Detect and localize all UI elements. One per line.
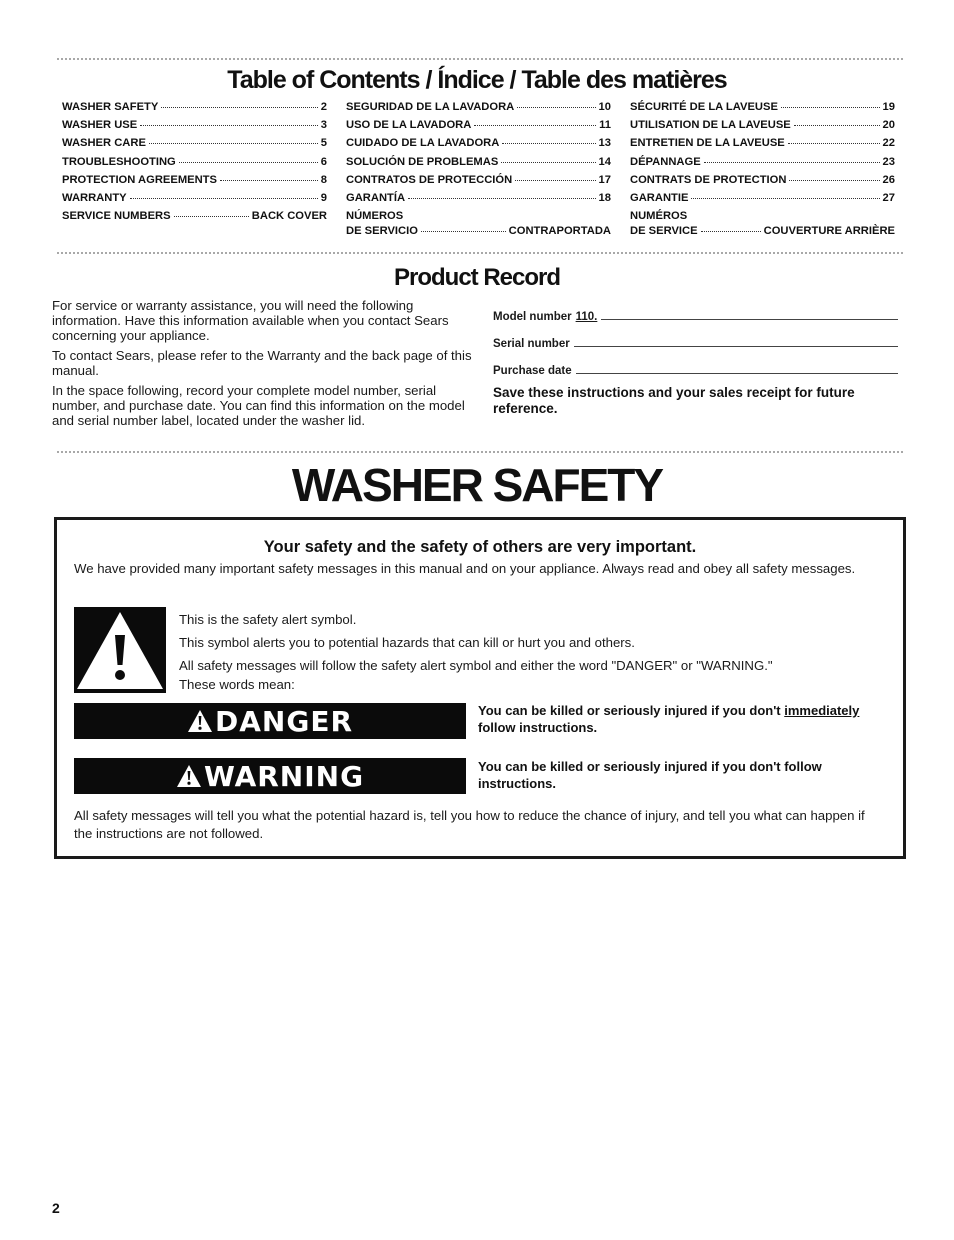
top-divider <box>57 58 903 60</box>
toc-column-spanish <box>346 101 611 240</box>
save-instructions-note: Save these instructions and your sales receipt for future reference. <box>493 385 855 416</box>
product-record-instructions <box>52 298 472 433</box>
warning-label: WARNING <box>203 759 365 793</box>
toc-entry[interactable] <box>630 156 895 174</box>
toc-leader-dots <box>174 216 249 217</box>
toc-leader-dots <box>140 125 318 126</box>
toc-leader-dots <box>421 231 506 232</box>
toc-entry[interactable] <box>346 137 611 155</box>
toc-entry[interactable] <box>62 137 327 155</box>
toc-entry-page: 27 <box>882 191 895 204</box>
toc-entry-page: 13 <box>598 137 611 150</box>
toc-leader-dots <box>515 180 595 181</box>
toc-entry-label: DE SERVICIO <box>346 225 418 238</box>
toc-entry[interactable] <box>346 156 611 174</box>
toc-leader-dots <box>179 162 318 163</box>
alert-line: All safety messages will follow the safety alert symbol and either the word "DANGER" or "WARNING." <box>179 658 773 673</box>
washer-safety-title: WASHER SAFETY <box>291 459 663 511</box>
toc-leader-dots <box>220 180 318 181</box>
toc-column-french <box>630 101 895 240</box>
toc-entry-page: COUVERTURE ARRIÈRE <box>763 225 895 238</box>
toc-entry-label: TROUBLESHOOTING <box>62 155 176 168</box>
toc-entry-label: CONTRATS DE PROTECTION <box>630 173 787 186</box>
toc-leader-dots <box>130 198 318 199</box>
toc-leader-dots <box>789 180 879 181</box>
toc-leader-dots <box>517 107 595 108</box>
toc-divider <box>57 252 903 254</box>
toc-leader-dots <box>502 143 595 144</box>
toc-entry[interactable] <box>346 192 611 210</box>
toc-entry-page: 19 <box>882 101 895 113</box>
serial-number-field[interactable] <box>493 323 898 350</box>
toc-entry-label: NÚMEROS <box>346 210 404 223</box>
toc-entry-page: 2 <box>320 101 327 113</box>
toc-entry-label: WASHER SAFETY <box>62 101 159 113</box>
toc-entry-label: USO DE LA LAVADORA <box>346 119 472 132</box>
model-number-label: Model number <box>493 311 572 323</box>
model-number-line <box>601 319 898 320</box>
toc-entry[interactable] <box>630 192 895 210</box>
toc-entry[interactable] <box>62 101 327 119</box>
toc-entry-label: SEGURIDAD DE LA LAVADORA <box>346 101 515 113</box>
model-number-value: 110. <box>575 311 598 323</box>
toc-entry-label: ENTRETIEN DE LA LAVEUSE <box>630 137 785 150</box>
toc-entry[interactable] <box>346 119 611 137</box>
serial-number-line <box>574 346 898 347</box>
toc-entry-page: 18 <box>598 191 611 204</box>
toc-entry-page: 8 <box>320 173 327 186</box>
safety-intro: We have provided many important safety messages in this manual and on your appliance. Always read and obey all safety messages. <box>74 561 856 576</box>
toc-entry-line <box>630 225 895 240</box>
toc-column-english <box>62 101 327 228</box>
toc-entry-label: WASHER CARE <box>62 137 146 150</box>
toc-leader-dots <box>701 231 761 232</box>
toc-entry-label: UTILISATION DE LA LAVEUSE <box>630 119 791 132</box>
product-record-paragraph: In the space following, record your complete model number, serial number, and purchase date. You can find this information on the model and serial number label, located under the washer lid. <box>52 383 465 428</box>
toc-entry-page: 22 <box>882 137 895 150</box>
toc-entry-page: CONTRAPORTADA <box>508 225 611 238</box>
purchase-date-line <box>576 373 898 374</box>
product-record-form <box>493 296 898 417</box>
toc-entry[interactable] <box>62 192 327 210</box>
purchase-date-field[interactable] <box>493 350 898 377</box>
toc-leader-dots <box>408 198 596 199</box>
alert-symbol-explanation <box>179 608 879 692</box>
toc-entry-label: WASHER USE <box>62 119 138 132</box>
toc-entry[interactable] <box>630 210 895 240</box>
toc-entry[interactable] <box>346 101 611 119</box>
toc-entry-label: NUMÉROS <box>630 210 688 223</box>
toc-entry-page: 23 <box>882 155 895 168</box>
warning-alert-icon <box>176 764 202 788</box>
product-record-title: Product Record <box>393 264 561 291</box>
danger-signal-word <box>74 703 466 739</box>
toc-leader-dots <box>501 162 595 163</box>
toc-entry-label: CUIDADO DE LA LAVADORA <box>346 137 500 150</box>
toc-entry-page: 26 <box>882 173 895 186</box>
danger-description <box>478 702 898 736</box>
toc-entry[interactable] <box>62 119 327 137</box>
toc-entry-label: PROTECTION AGREEMENTS <box>62 173 217 186</box>
safety-outro: All safety messages will tell you what the potential hazard is, tell you how to reduce the chance of injury, and tell you what can happen if the instructions are not followed. <box>74 808 865 841</box>
toc-entry-page: 11 <box>599 119 611 132</box>
safety-heading: Your safety and the safety of others are very important. <box>263 538 697 556</box>
toc-entry-label: DÉPANNAGE <box>630 155 701 168</box>
toc-leader-dots <box>161 107 317 108</box>
toc-entry-page: 20 <box>882 119 895 132</box>
toc-entry-label: SÉCURITÉ DE LA LAVEUSE <box>630 101 778 113</box>
alert-line: This is the safety alert symbol. <box>179 612 357 627</box>
danger-text: You can be killed or seriously injured if you don't <box>478 703 785 718</box>
toc-entry-label: SERVICE NUMBERS <box>62 210 171 223</box>
purchase-date-label: Purchase date <box>493 365 572 377</box>
toc-entry[interactable] <box>630 174 895 192</box>
toc-entry[interactable] <box>630 137 895 155</box>
toc-entry-page: 9 <box>320 191 327 204</box>
toc-leader-dots <box>788 143 880 144</box>
toc-entry-page: BACK COVER <box>251 210 327 223</box>
model-number-field[interactable] <box>493 296 898 323</box>
toc-entry[interactable] <box>346 174 611 192</box>
toc-entry-page: 10 <box>598 101 611 113</box>
toc-entry-page: 17 <box>598 173 611 186</box>
warning-signal-word <box>74 758 466 794</box>
product-record-paragraph: To contact Sears, please refer to the Warranty and the back page of this manual. <box>52 348 472 378</box>
toc-leader-dots <box>781 107 880 108</box>
toc-entry[interactable] <box>62 210 327 228</box>
product-record-divider <box>57 451 903 453</box>
toc-entry[interactable] <box>630 101 895 119</box>
safety-alert-symbol-icon <box>74 607 166 693</box>
warning-description: You can be killed or seriously injured if you don't follow instructions. <box>478 759 822 791</box>
toc-entry-label: WARRANTY <box>62 191 127 204</box>
toc-entry[interactable] <box>62 174 327 192</box>
alert-line: This symbol alerts you to potential hazards that can kill or hurt you and others. <box>179 635 635 650</box>
page-number: 2 <box>52 1200 60 1216</box>
serial-number-label: Serial number <box>493 338 570 350</box>
toc-leader-dots <box>149 143 318 144</box>
product-record-paragraph: For service or warranty assistance, you will need the following information. Have this information available when you contact Sears concerning your appliance. <box>52 298 449 343</box>
toc-leader-dots <box>691 198 879 199</box>
toc-entry-label: GARANTÍA <box>346 191 406 204</box>
toc-entry-label: DE SERVICE <box>630 225 698 238</box>
toc-leader-dots <box>474 125 596 126</box>
danger-text: follow instructions. <box>478 720 598 735</box>
toc-entry-page: 14 <box>598 155 611 168</box>
danger-label: DANGER <box>214 704 353 738</box>
toc-entry-label: CONTRATOS DE PROTECCIÓN <box>346 173 513 186</box>
toc-entry[interactable] <box>62 156 327 174</box>
toc-entry-page: 3 <box>320 119 327 132</box>
alert-line: These words mean: <box>179 677 295 692</box>
danger-text-emphasis: immediately <box>784 703 860 718</box>
danger-alert-icon <box>187 709 213 733</box>
toc-entry-label: GARANTIE <box>630 191 689 204</box>
toc-leader-dots <box>704 162 880 163</box>
toc-title: Table of Contents / Índice / Table des matières <box>227 66 727 94</box>
toc-leader-dots <box>794 125 880 126</box>
toc-entry[interactable] <box>346 210 611 240</box>
toc-entry-page: 6 <box>320 155 327 168</box>
safety-box <box>54 517 906 859</box>
toc-entry-line <box>346 225 611 240</box>
toc-entry-label: SOLUCIÓN DE PROBLEMAS <box>346 155 499 168</box>
toc-entry-page: 5 <box>320 137 327 150</box>
toc-entry[interactable] <box>630 119 895 137</box>
